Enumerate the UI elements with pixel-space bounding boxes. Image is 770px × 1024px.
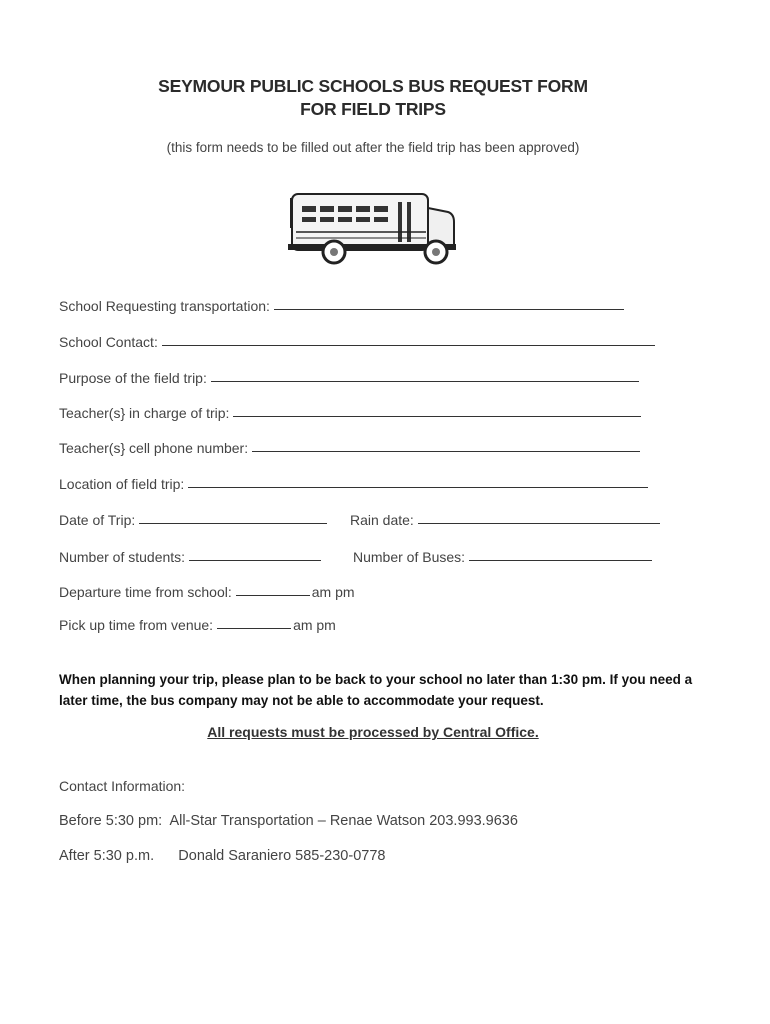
purpose-line[interactable] (211, 380, 639, 382)
contact-before-value: All-Star Transportation – Renae Watson 203.993.9636 (169, 813, 518, 829)
school-requesting-label: School Requesting transportation: (59, 298, 270, 314)
contact-after-value: Donald Saraniero 585-230-0778 (178, 848, 386, 864)
teachers-phone-field[interactable] (59, 440, 640, 456)
departure-time-line[interactable] (236, 594, 310, 596)
school-bus-illustration (286, 186, 458, 270)
date-of-trip-label: Date of Trip: (59, 512, 136, 528)
purpose-field[interactable] (59, 370, 639, 386)
rain-date-field[interactable] (350, 512, 660, 528)
pickup-am-pm: am pm (293, 617, 336, 633)
school-contact-label: School Contact: (59, 334, 158, 350)
contact-after-label: After 5:30 p.m. (59, 848, 155, 864)
teachers-in-charge-field[interactable] (59, 405, 641, 421)
school-requesting-line[interactable] (274, 308, 624, 310)
purpose-label: Purpose of the field trip: (59, 370, 207, 386)
contact-after (59, 848, 385, 864)
date-of-trip-field[interactable] (59, 512, 327, 528)
num-buses-field[interactable] (353, 549, 652, 565)
num-buses-label: Number of Buses: (353, 549, 466, 565)
teachers-phone-line[interactable] (252, 450, 640, 452)
num-buses-line[interactable] (469, 559, 652, 561)
location-label: Location of field trip: (59, 476, 185, 492)
form-subtitle: (this form needs to be filled out after the field trip has been approved) (166, 140, 580, 155)
rain-date-line[interactable] (418, 522, 660, 524)
num-students-field[interactable] (59, 549, 321, 565)
num-students-line[interactable] (189, 559, 321, 561)
location-field[interactable] (59, 476, 648, 492)
central-office-notice: All requests must be processed by Central Office. (207, 724, 539, 740)
contact-before (59, 813, 518, 829)
pickup-time-label: Pick up time from venue: (59, 617, 214, 633)
num-students-label: Number of students: (59, 549, 186, 565)
contact-before-label: Before 5:30 pm: (59, 813, 163, 829)
form-title: SEYMOUR PUBLIC SCHOOLS BUS REQUEST FORM (158, 76, 588, 96)
date-of-trip-line[interactable] (139, 522, 327, 524)
pickup-time-line[interactable] (217, 627, 291, 629)
return-time-warning: When planning your trip, please plan to be back to your school no later than 1:30 pm. If you need a later time, the bus company may not be able to accommodate your request. (59, 672, 693, 708)
departure-time-label: Departure time from school: (59, 584, 232, 600)
school-contact-line[interactable] (162, 344, 655, 346)
teachers-phone-label: Teacher(s} cell phone number: (59, 440, 249, 456)
contact-heading: Contact Information: (59, 778, 186, 794)
teachers-in-charge-line[interactable] (233, 415, 641, 417)
form-title-line2: FOR FIELD TRIPS (300, 99, 446, 119)
school-requesting-field[interactable] (59, 298, 624, 314)
location-line[interactable] (188, 486, 648, 488)
school-contact-field[interactable] (59, 334, 655, 350)
departure-time-field[interactable] (59, 584, 355, 600)
departure-am-pm: am pm (311, 584, 355, 600)
teachers-in-charge-label: Teacher(s} in charge of trip: (59, 405, 230, 421)
pickup-time-field[interactable] (59, 617, 336, 633)
rain-date-label: Rain date: (350, 512, 414, 528)
